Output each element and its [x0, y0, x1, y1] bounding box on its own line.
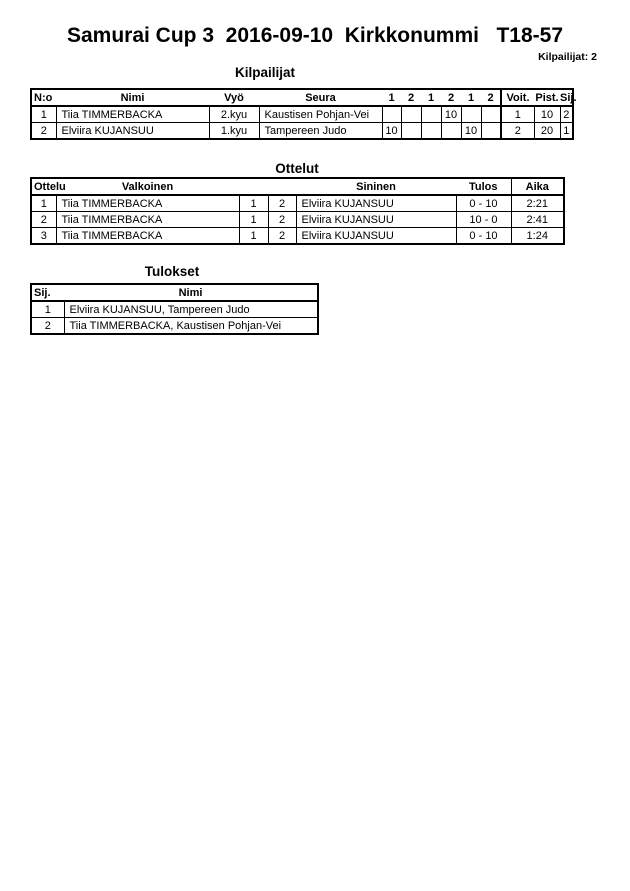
- col-header-tulos: Tulos: [456, 178, 511, 195]
- cell-no: 2: [31, 123, 56, 140]
- cell-white-number: 1: [239, 195, 268, 212]
- cell-blue-number: 2: [268, 212, 296, 228]
- cell-blue-name: Elviira KUJANSUU: [296, 195, 456, 212]
- cell-time: 2:41: [511, 212, 564, 228]
- cell-seura: Tampereen Judo: [259, 123, 382, 140]
- cell-time: 1:24: [511, 228, 564, 245]
- competitors-header-row: [31, 89, 573, 106]
- col-header-pist: Pist.: [534, 89, 560, 106]
- results-table: [30, 283, 319, 335]
- cell-score-1: [382, 106, 401, 123]
- cell-blue-name: Elviira KUJANSUU: [296, 228, 456, 245]
- cell-place: 1: [31, 301, 64, 318]
- col-header-score-3: 1: [421, 89, 441, 106]
- competitors-table: [30, 88, 577, 140]
- col-header-score-6: 2: [481, 89, 501, 106]
- col-header-sininen: Sininen: [296, 178, 456, 195]
- cell-match-no: 3: [31, 228, 56, 245]
- col-header-ottelu: Ottelu: [31, 178, 56, 195]
- cell-score-2: [401, 123, 421, 140]
- cell-place: 2: [31, 318, 64, 335]
- table-row: [31, 195, 564, 212]
- cell-white-number: 1: [239, 228, 268, 245]
- col-header-score-1: 1: [382, 89, 401, 106]
- cell-nimi: Elviira KUJANSUU: [56, 123, 209, 140]
- cell-blue-number: 2: [268, 228, 296, 245]
- col-header-score-2: 2: [401, 89, 421, 106]
- cell-score-2: [401, 106, 421, 123]
- col-header-valkoinen: Valkoinen: [56, 178, 239, 195]
- cell-no: 1: [31, 106, 56, 123]
- cell-pist: 10: [534, 106, 560, 123]
- matches-header-row: [31, 178, 564, 195]
- cell-score-4: 10: [441, 106, 461, 123]
- cell-vyo: 1.kyu: [209, 123, 259, 140]
- col-header-seura: Seura: [259, 89, 382, 106]
- cell-result: 0 - 10: [456, 195, 511, 212]
- col-header-sij: Sij.: [31, 284, 64, 301]
- cell-score-5: [461, 106, 481, 123]
- matches-section-heading: Ottelut: [275, 161, 319, 176]
- cell-blue-number: 2: [268, 195, 296, 212]
- col-header-aika: Aika: [511, 178, 564, 195]
- col-header-vyo: Vyö: [209, 89, 259, 106]
- col-header-score-5: 1: [461, 89, 481, 106]
- cell-nimi: Tiia TIMMERBACKA: [56, 106, 209, 123]
- cell-match-no: 1: [31, 195, 56, 212]
- table-row: [31, 123, 573, 140]
- cell-sij: 2: [560, 106, 573, 123]
- table-row: [31, 106, 573, 123]
- cell-voit: 1: [501, 106, 534, 123]
- cell-score-6: [481, 106, 501, 123]
- col-header-white-no: [239, 178, 268, 195]
- cell-score-3: [421, 123, 441, 140]
- cell-score-3: [421, 106, 441, 123]
- cell-score-5: 10: [461, 123, 481, 140]
- cell-result: 10 - 0: [456, 212, 511, 228]
- matches-table: [30, 177, 565, 245]
- table-row: [31, 212, 564, 228]
- col-header-nimi: Nimi: [64, 284, 318, 301]
- cell-pist: 20: [534, 123, 560, 140]
- cell-blue-name: Elviira KUJANSUU: [296, 212, 456, 228]
- results-section-heading: Tulokset: [144, 264, 200, 279]
- col-header-nimi: Nimi: [56, 89, 209, 106]
- cell-white-name: Tiia TIMMERBACKA: [56, 212, 239, 228]
- cell-score-1: 10: [382, 123, 401, 140]
- cell-white-number: 1: [239, 212, 268, 228]
- cell-match-no: 2: [31, 212, 56, 228]
- cell-result: 0 - 10: [456, 228, 511, 245]
- cell-vyo: 2.kyu: [209, 106, 259, 123]
- col-header-sij: Sij.: [560, 89, 573, 106]
- cell-seura: Kaustisen Pohjan-Vei: [259, 106, 382, 123]
- table-row: [31, 318, 318, 335]
- competitors-section-heading: Kilpailijat: [234, 65, 296, 80]
- col-header-score-4: 2: [441, 89, 461, 106]
- cell-white-name: Tiia TIMMERBACKA: [56, 195, 239, 212]
- cell-name-club: Tiia TIMMERBACKA, Kaustisen Pohjan-Vei: [64, 318, 318, 335]
- cell-time: 2:21: [511, 195, 564, 212]
- table-row: [31, 228, 564, 245]
- table-row: [31, 301, 318, 318]
- cell-score-4: [441, 123, 461, 140]
- competitor-count-label: Kilpailijat: 2: [538, 51, 597, 63]
- col-header-voit: Voit.: [501, 89, 534, 106]
- cell-score-6: [481, 123, 501, 140]
- cell-name-club: Elviira KUJANSUU, Tampereen Judo: [64, 301, 318, 318]
- col-header-blue-no: [268, 178, 296, 195]
- results-header-row: [31, 284, 318, 301]
- col-header-no: N:o: [31, 89, 56, 106]
- cell-sij: 1: [560, 123, 573, 140]
- cell-voit: 2: [501, 123, 534, 140]
- page-title: Samurai Cup 3 2016-09-10 Kirkkonummi T18-57: [66, 24, 564, 47]
- cell-white-name: Tiia TIMMERBACKA: [56, 228, 239, 245]
